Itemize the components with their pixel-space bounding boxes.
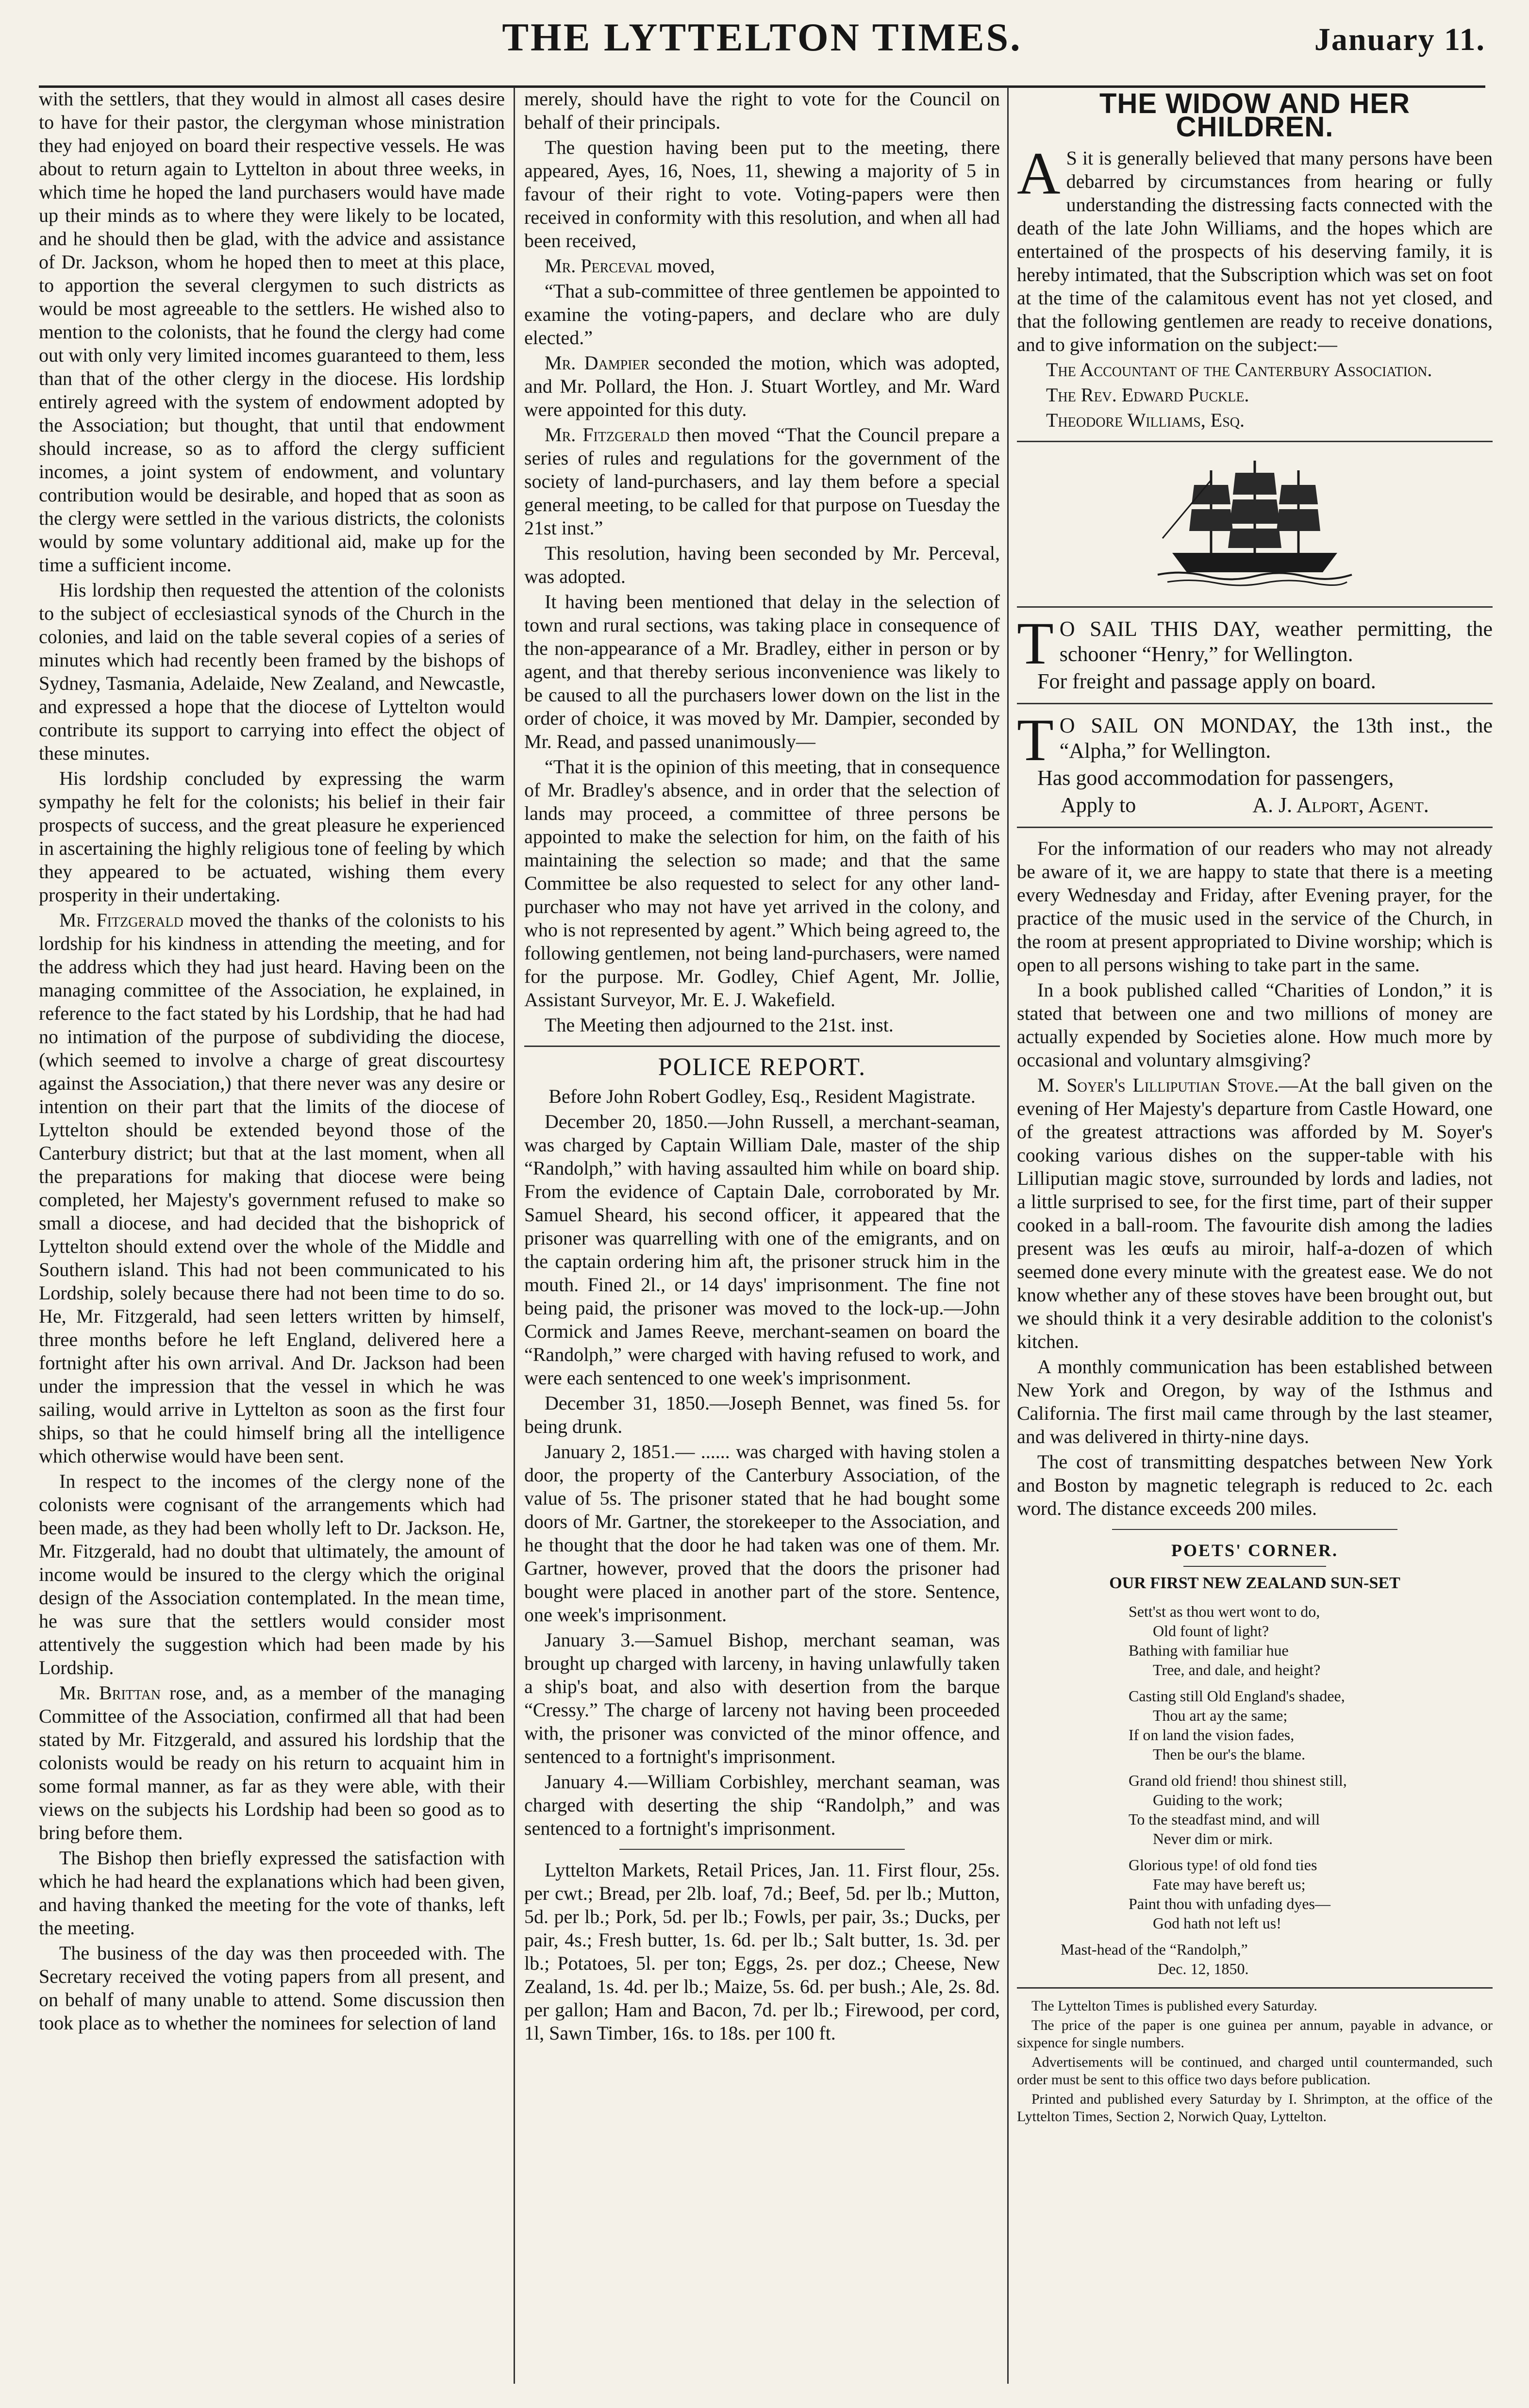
article-paragraph: The question having been put to the meeting, there appeared, Ayes, 16, Noes, 11, shewing a majority of 5 in favour of their right to vote. Voting-papers were then received in conformity with this resolution, and when all had been received, xyxy=(524,136,1000,251)
article-paragraph xyxy=(524,254,1000,278)
section-rule xyxy=(1017,606,1493,608)
article-paragraph: “That a sub-committee of three gentlemen be appointed to examine the voting-papers, and declare who are duly elected.” xyxy=(524,280,1000,349)
news-paragraph: For the information of our readers who may not already be aware of it, we are happy to state that there is a meeting every Wednesday and Friday, after Evening prayer, for the practice of the music used in the service of the Church, in the room at present appropriated to Divine worship; which is open to all persons wishing to take part in the same. xyxy=(1017,837,1493,976)
column-1 xyxy=(39,87,505,2389)
police-case: December 31, 1850.—Joseph Bennet, was fined 5s. for being drunk. xyxy=(524,1392,1000,1437)
poem-line: Grand old friend! thou shinest still, xyxy=(1129,1772,1347,1789)
poem-signature: Mast-head of the “Randolph,” xyxy=(1061,1941,1248,1958)
sailing-ship-icon xyxy=(1153,451,1357,597)
advert-text: O SAIL ON MONDAY, the 13th inst., the “Alpha,” for Wellington. xyxy=(1059,714,1493,763)
agent-name: A. J. Alport, Agent. xyxy=(1252,793,1429,817)
colophon-line: Printed and published every Saturday by I. Shrimpton, at the office of the Lyttelton Times, Section 2, Norwich Quay, Lyttelton. xyxy=(1017,2091,1493,2125)
poem-line: Casting still Old England's shadee, xyxy=(1129,1687,1345,1705)
paragraph-text: seconded the motion, which was adopted, and Mr. Pollard, the Hon. J. Stuart Wortley, and Mr. Ward were appointed for this duty. xyxy=(524,352,1000,420)
article-paragraph: The Meeting then adjourned to the 21st. inst. xyxy=(545,1014,894,1036)
poem-line: Sett'st as thou wert wont to do, xyxy=(1129,1603,1320,1620)
paragraph-text: moved, xyxy=(657,255,715,277)
widow-notice-body xyxy=(1017,140,1493,356)
poem-line: Fate may have bereft us; xyxy=(1153,1876,1306,1893)
advert-apply-line xyxy=(1017,793,1493,818)
police-report-subheading: Before John Robert Godley, Esq., Resident Magistrate. xyxy=(548,1085,976,1107)
speaker-name: Mr. Fitzgerald xyxy=(545,424,670,446)
speaker-name: Mr. Dampier xyxy=(545,352,650,374)
poem xyxy=(1017,1602,1493,1978)
article-paragraph: It having been mentioned that delay in the selection of town and rural sections, was taking place in consequence of the non-appearance of a Mr. Bradley, either in person or by agent, and that thereby serious inconvenience was likely to be caused to all the purchasers lower down on the list in the order of choice, it was moved by Mr. Dampier, seconded by Mr. Read, and passed unanimously— xyxy=(524,591,1000,752)
column-2 xyxy=(524,87,1000,2389)
news-paragraph: In a book published called “Charities of London,” it is stated that between one and two millions of money are actually expended by Societies alone. How much more by occasional and voluntary almsgiving? xyxy=(1017,979,1493,1071)
poem-line: God hath not left us! xyxy=(1153,1914,1281,1932)
signatory: The Rev. Edward Puckle. xyxy=(1046,384,1249,406)
paragraph-text: S it is generally believed that many persons have been debarred by circumstances from hearing or fully understanding the distressing facts connected with the death of the late John Williams, and the hopes which are entertained of the prospects of his deserving family, it is hereby intimated, that the Subscription which was set on foot at the time of the calamitous event has not yet closed, and that the following gentlemen are ready to receive donations, and to give information on the subject:— xyxy=(1017,147,1493,355)
poem-line: Old fount of light? xyxy=(1153,1622,1269,1640)
article-paragraph: His lordship concluded by expressing the warm sympathy he felt for the colonists; his belief in their fair prospects of success, and the great pleasure he experienced in ascertaining the highly religious tone of feeling by which they appeared to be actuated, wishing them every prosperity in their undertaking. xyxy=(39,767,505,906)
drop-cap: T xyxy=(1017,707,1054,773)
speaker-name: Mr. Brittan xyxy=(59,1682,161,1704)
newspaper-title: THE LYTTELTON TIMES. xyxy=(502,15,1022,59)
speaker-name: Mr. Perceval xyxy=(545,255,652,277)
item-heading: M. Soyer's Lilliputian Stove. xyxy=(1037,1074,1279,1096)
article-paragraph: with the settlers, that they would in almost all cases desire to have for their pastor, the clergyman whose ministration they had enjoyed on board their respective vessels. He was about to return again to Lyttelton in about three weeks, in which time he hoped the land purchasers would have made up their minds as to where they were likely to be located, and he should then be glad, with the advice and assistance of Dr. Jackson, whom he hoped then to meet at this place, to apportion the several clergymen to such districts as would be most agreeable to the settlers. He wished also to mention to the colonists, that he found the clergy had come out with only very limited incomes guaranteed to them, less than that of the other clergy in the diocese. His lordship entirely agreed with the system of endowment adopted by the Association; but thought, that until that endowment should increase, so as to afford the clergy sufficient incomes, a joint system of endowment, and voluntary contribution would be desirable, and hoped that as soon as the clergy were settled in the various districts, the colonists would by some voluntary additional aid, make up for the time a sufficient income. xyxy=(39,88,505,576)
drop-cap: T xyxy=(1017,610,1054,677)
masthead xyxy=(39,15,1485,87)
poets-corner-heading: POETS' CORNER. xyxy=(1171,1541,1339,1560)
police-report-heading: POLICE REPORT. xyxy=(658,1053,866,1081)
section-rule xyxy=(1017,1987,1493,1989)
section-rule xyxy=(1017,827,1493,828)
poem-line: Tree, and dale, and height? xyxy=(1153,1661,1321,1678)
paragraph-text: moved the thanks of the colonists to his lordship for his kindness in attending the meeting, and for the address which they had just heard. Having been on the managing committee of the Association, he explained, in reference to the fact stated by his Lordship, that he had had no intimation of the purpose of subdividing the diocese, (which seemed to involve a charge of great discourtesy against the Association,) that there never was any desire or intention on their part that the limits of the diocese of Lyttelton should be extended beyond those of the Canterbury district; but that at the last moment, when all the preparations for making that diocese were being completed, her Majesty's government refused to make so small a diocese, and had decided that the bishoprick of Lyttelton should extend over the whole of the Middle and Southern island. This had not been communicated to his Lordship, solely because there had not been time to do so. He, Mr. Fitzgerald, had seen letters written by himself, three months before he left England, delivered here a fortnight after his own arrival. And Dr. Jackson had been under the impression that the vessel in which he was sailing, would arrive in Lyttelton as soon as the first four ships, so that he could himself bring all the intelligence which otherwise would have been sent. xyxy=(39,909,505,1467)
section-rule xyxy=(1017,703,1493,704)
article-paragraph: merely, should have the right to vote for the Council on behalf of their principals. xyxy=(524,88,1000,133)
article-paragraph: The business of the day was then proceeded with. The Secretary received the voting papers from all present, and on behalf of many unable to attend. Some discussion then took place as to whether the nominees for selection of land xyxy=(39,1942,505,2034)
poem-line: If on land the vision fades, xyxy=(1129,1726,1295,1744)
sail-advert-alpha xyxy=(1017,707,1493,773)
section-rule xyxy=(1112,1529,1397,1530)
article-paragraph: “That it is the opinion of this meeting, that in consequence of Mr. Bradley's absence, and in order that the selection of lands may proceed, a committee of three persons be appointed to make the selection for him, on the faith of his maintaining the selection so made; and that the same Committee be also requested to select for any other land-purchaser who may not have yet arrived in the colony, and who is not represented by agent.” Which being agreed to, the following gentlemen, not being land-purchasers, were named for the purpose. Mr. Godley, Chief Agent, Mr. Jollie, Assistant Surveyor, Mr. E. J. Wakefield. xyxy=(524,756,1000,1011)
market-prices: Lyttelton Markets, Retail Prices, Jan. 11. First flour, 25s. per cwt.; Bread, per 2lb. loaf, 7d.; Beef, 5d. per lb.; Mutton, 5d. per lb.; Pork, 5d. per lb.; Fowls, per pair, 3s.; Ducks, per pair, 4s.; Fresh butter, 1s. 6d. per lb.; Salt butter, 1s. 3d. per lb.; Potatoes, 5l. per ton; Eggs, 2s. per doz.; Cheese, New Zealand, 1s. 4d. per lb.; Maize, 5s. 6d. per bush.; Ale, 2s. 8d. per gallon; Ham and Bacon, 7d. per lb.; Firewood, per cord, 1l, Sawn Timber, 16s. to 18s. per 100 ft. xyxy=(524,1859,1000,2044)
poem-line: To the steadfast mind, and will xyxy=(1129,1810,1320,1828)
article-paragraph: In respect to the incomes of the clergy none of the colonists were cognisant of the arrangements which had been made, as they had been wholly left to Dr. Jackson. He, Mr. Fitzgerald, had no doubt that ultimately, the amount of income would be insured to the clergy which the original design of the Association contemplated. In the mean time, he was sure that the settlers would consider most attentively the suggestion which had been made by his Lordship. xyxy=(39,1470,505,1678)
poem-title: OUR FIRST NEW ZEALAND SUN-SET xyxy=(1109,1574,1400,1592)
poem-date: Dec. 12, 1850. xyxy=(1158,1960,1249,1977)
signatory: The Accountant of the Canterbury Association. xyxy=(1046,359,1432,381)
news-paragraph xyxy=(1017,1074,1493,1353)
article-paragraph xyxy=(39,909,505,1468)
colophon-line: The Lyttelton Times is published every Saturday. xyxy=(1031,1998,1317,2014)
article-paragraph xyxy=(39,1681,505,1844)
advert-text: O SAIL THIS DAY, weather permitting, the schooner “Henry,” for Wellington. xyxy=(1059,617,1493,666)
column-3 xyxy=(1017,87,1493,2389)
paragraph-text: —At the ball given on the evening of Her Majesty's departure from Castle Howard, one of the greatest attractions was afforded by M. Soyer's cooking various dishes on the supper-table with his Lilliputian magic stove, surrounded by lords and ladies, not a little surprised to see, for the first time, part of their supper cooked in a ball-room. The favourite dish among the ladies present was les œufs au miroir, half-a-dozen of which seemed done every minute with the greatest ease. We do not know whether any of these stoves have been brought out, but we should think it a very desirable addition to the colonist's kitchen. xyxy=(1017,1074,1493,1352)
poem-line: Glorious type! of old fond ties xyxy=(1129,1856,1317,1874)
police-case: January 2, 1851.— ...... was charged with having stolen a door, the property of the Canterbury Association, of the value of 5s. The prisoner stated that he had bought some doors of Mr. Gartner, the storekeeper to the Association, and he thought that the door he had taken was one of them. Mr. Gartner, however, proved that the doors the prisoner had bought were placed in another part of the store. Sentence, one week's imprisonment. xyxy=(524,1441,1000,1626)
article-paragraph: The Bishop then briefly expressed the satisfaction with which he had heard the explanations which had been given, and having thanked the meeting for the vote of thanks, left the meeting. xyxy=(39,1847,505,1939)
apply-label: Apply to xyxy=(1061,793,1136,817)
drop-cap: A xyxy=(1017,140,1061,207)
poem-stanza xyxy=(1129,1686,1493,1764)
poem-line: Thou art ay the same; xyxy=(1153,1707,1288,1724)
police-case: December 20, 1850.—John Russell, a merchant-seaman, was charged by Captain William Dale, master of the ship “Randolph,” with having assaulted him while on board ship. From the evidence of Captain Dale, corroborated by Mr. Samuel Sheard, his second officer, it appeared that the prisoner was quarrelling with one of the emigrants, and on the captain ordering him aft, the prisoner struck him in the mouth. Fined 2l., or 14 days' imprisonment. The fine not being paid, the prisoner was moved to the lock-up.—John Cormick and James Reeve, merchant-seamen on board the “Randolph,” were charged with having refused to work, and were each sentenced to one week's imprisonment. xyxy=(524,1111,1000,1389)
poem-stanza xyxy=(1129,1771,1493,1848)
section-rule xyxy=(619,1849,905,1850)
news-paragraph: The cost of transmitting despatches between New York and Boston by magnetic telegraph is reduced to 2c. each word. The distance exceeds 200 miles. xyxy=(1017,1451,1493,1519)
advert-line: Has good accommodation for passengers, xyxy=(1037,766,1394,790)
colophon-line: The price of the paper is one guinea per annum, payable in advance, or sixpence for single numbers. xyxy=(1017,2017,1493,2051)
poem-line: Paint thou with unfading dyes— xyxy=(1129,1895,1330,1912)
advert-line: For freight and passage apply on board. xyxy=(1037,669,1376,693)
poem-line: Never dim or mirk. xyxy=(1153,1830,1273,1847)
colophon-line: Advertisements will be continued, and charged until countermanded, such order must be sent to this office two days before publication. xyxy=(1017,2054,1493,2088)
section-rule xyxy=(1183,1566,1326,1567)
speaker-name: Mr. Fitzgerald xyxy=(59,909,183,931)
article-paragraph xyxy=(524,351,1000,421)
column-divider-1 xyxy=(514,87,515,2384)
news-paragraph: A monthly communication has been established between New York and Oregon, by way of the Isthmus and California. The first mail came through by the last steamer, and was delivered in thirty-nine days. xyxy=(1017,1356,1493,1447)
issue-date: January 11. xyxy=(1314,22,1485,57)
section-rule xyxy=(1017,441,1493,442)
poem-stanza xyxy=(1129,1855,1493,1933)
article-paragraph: His lordship then requested the attention of the colonists to the subject of ecclesiastical synods of the Church in the colonies, and laid on the table several copies of a series of minutes which had recently been framed by the bishops of Sydney, Tasmania, Adelaide, New Zealand, and Newcastle, and expressed a hope that the diocese of Lyttelton would contribute its support to carrying into effect the object of these minutes. xyxy=(39,579,505,764)
poem-line: Bathing with familiar hue xyxy=(1129,1642,1289,1659)
poem-line: Guiding to the work; xyxy=(1153,1791,1283,1809)
section-rule xyxy=(524,1046,1000,1047)
widow-notice-heading: THE WIDOW AND HER CHILDREN. xyxy=(1099,88,1410,143)
column-divider-2 xyxy=(1007,87,1009,2384)
poem-line: Then be our's the blame. xyxy=(1153,1745,1306,1763)
paragraph-text: rose, and, as a member of the managing Committee of the Association, confirmed all that had been stated by Mr. Fitzgerald, and assured his lordship that the colonists would be ready on his return to acquaint him in some formal manner, as far as they were able, with their views on the subjects his Lordship had been so good as to bring before them. xyxy=(39,1682,505,1843)
sail-advert-henry xyxy=(1017,610,1493,677)
police-case: January 3.—Samuel Bishop, merchant seaman, was brought up charged with larceny, in having unlawfully taken a ship's boat, and also with desertion from the barque “Cressy.” The charge of larceny not having been proceeded with, the prisoner was convicted of the minor offence, and sentenced to a fortnight's imprisonment. xyxy=(524,1629,1000,1767)
article-paragraph: This resolution, having been seconded by Mr. Perceval, was adopted. xyxy=(524,542,1000,587)
police-case: January 4.—William Corbishley, merchant seaman, was charged with deserting the ship “Randolph,” and was sentenced to a fortnight's imprisonment. xyxy=(524,1771,1000,1839)
colophon xyxy=(1017,1997,1493,2126)
signatory: Theodore Williams, Esq. xyxy=(1046,409,1245,431)
paragraph-text: then moved “That the Council prepare a series of rules and regulations for the government of the society of land-purchasers, and lay them before a special general meeting, to be called for that purpose on Tuesday the 21st inst.” xyxy=(524,424,1000,539)
article-paragraph xyxy=(524,423,1000,540)
poem-stanza xyxy=(1129,1602,1493,1679)
